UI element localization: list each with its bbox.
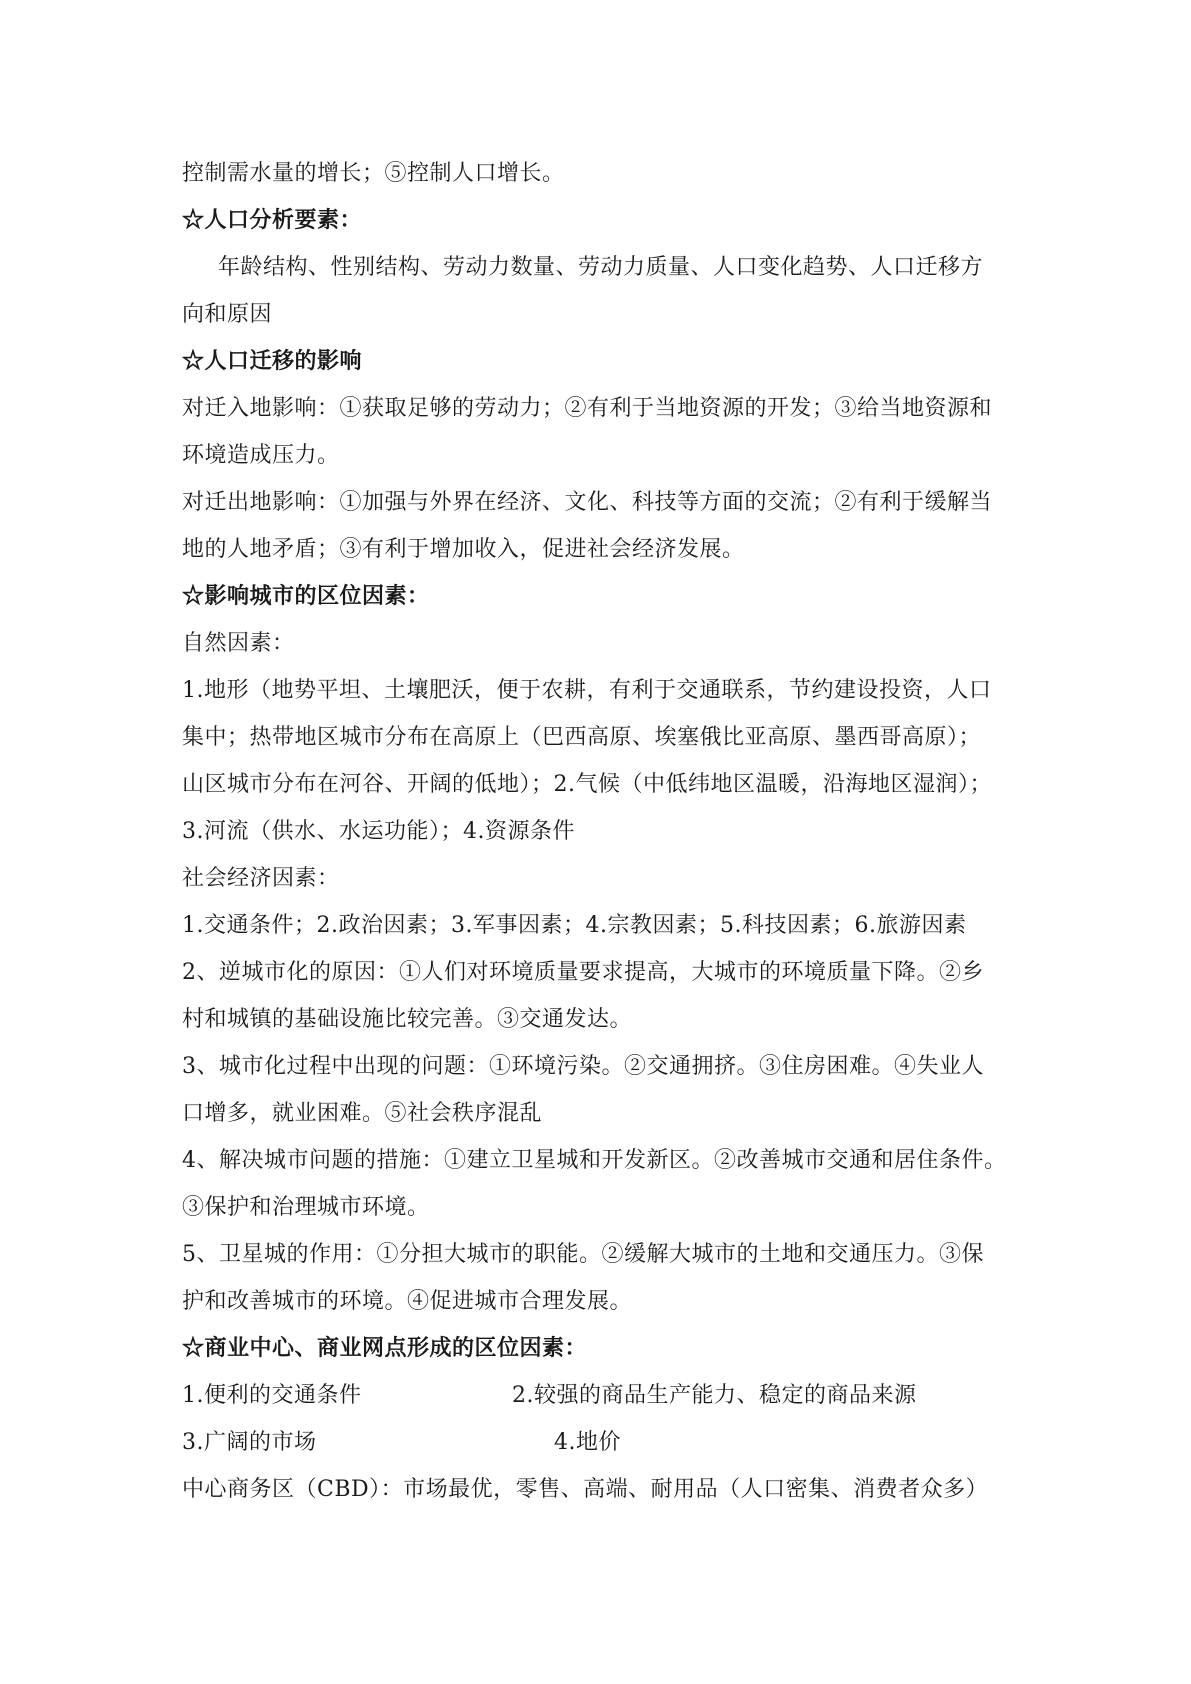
text-line: 对迁出地影响：①加强与外界在经济、文化、科技等方面的交流；②有利于缓解当 xyxy=(182,490,993,515)
text-line: 地的人地矛盾；③有利于增加收入，促进社会经济发展。 xyxy=(182,537,745,562)
text-line-two-column xyxy=(182,1419,1191,1466)
text-line: 护和改善城市的环境。④促进城市合理发展。 xyxy=(182,1289,633,1314)
text-line: 3.河流（供水、水运功能）；4.资源条件 xyxy=(182,819,575,844)
text-line: 5、卫星城的作用：①分担大城市的职能。②缓解大城市的土地和交通压力。③保 xyxy=(182,1242,984,1267)
text-line: 中心商务区（CBD）：市场最优，零售、高端、耐用品（人口密集、消费者众多） xyxy=(182,1477,989,1502)
section-heading: ☆商业中心、商业网点形成的区位因素： xyxy=(182,1335,588,1361)
text-line: 控制需水量的增长；⑤控制人口增长。 xyxy=(182,161,565,186)
text-line: 2、逆城市化的原因：①人们对环境质量要求提高，大城市的环境质量下降。②乡 xyxy=(182,960,984,985)
column-left-text: 1.便利的交通条件 xyxy=(182,1383,362,1408)
text-line: 集中；热带地区城市分布在高原上（巴西高原、埃塞俄比亚高原、墨西哥高原）； xyxy=(182,725,982,750)
section-heading: ☆影响城市的区位因素： xyxy=(182,583,430,609)
text-line: 环境造成压力。 xyxy=(182,443,340,468)
text-line: 口增多，就业困难。⑤社会秩序混乱 xyxy=(182,1101,543,1126)
text-line: ③保护和治理城市环境。 xyxy=(182,1195,430,1220)
column-right-text: 2.较强的商品生产能力、稳定的商品来源 xyxy=(512,1383,917,1408)
text-line: 对迁入地影响：①获取足够的劳动力；②有利于当地资源的开发；③给当地资源和 xyxy=(182,396,993,421)
text-line: 4、解决城市问题的措施：①建立卫星城和开发新区。②改善城市交通和居住条件。 xyxy=(182,1148,1007,1173)
text-line: 1.地形（地势平坦、土壤肥沃，便于农耕，有利于交通联系，节约建设投资，人口 xyxy=(182,678,992,703)
section-heading: ☆人口迁移的影响 xyxy=(182,348,363,374)
text-line: 村和城镇的基础设施比较完善。③交通发达。 xyxy=(182,1007,633,1032)
column-left-text: 3.广阔的市场 xyxy=(182,1430,317,1455)
column-right-text: 4.地价 xyxy=(554,1430,621,1455)
text-line: 1.交通条件；2.政治因素；3.军事因素；4.宗教因素；5.科技因素；6.旅游因素 xyxy=(182,913,967,938)
text-line: 自然因素： xyxy=(182,631,295,656)
text-line: 向和原因 xyxy=(182,302,273,327)
section-heading: ☆人口分析要素： xyxy=(182,207,363,233)
text-line: 山区城市分布在河谷、开阔的低地）；2.气候（中低纬地区温暖，沿海地区湿润）； xyxy=(182,772,992,797)
text-line: 3、城市化过程中出现的问题：①环境污染。②交通拥挤。③住房困难。④失业人 xyxy=(182,1054,984,1079)
text-line-two-column xyxy=(182,1372,1191,1419)
indented-text-line: 年龄结构、性别结构、劳动力数量、劳动力质量、人口变化趋势、人口迁移方 xyxy=(218,255,984,280)
text-line: 社会经济因素： xyxy=(182,866,340,891)
